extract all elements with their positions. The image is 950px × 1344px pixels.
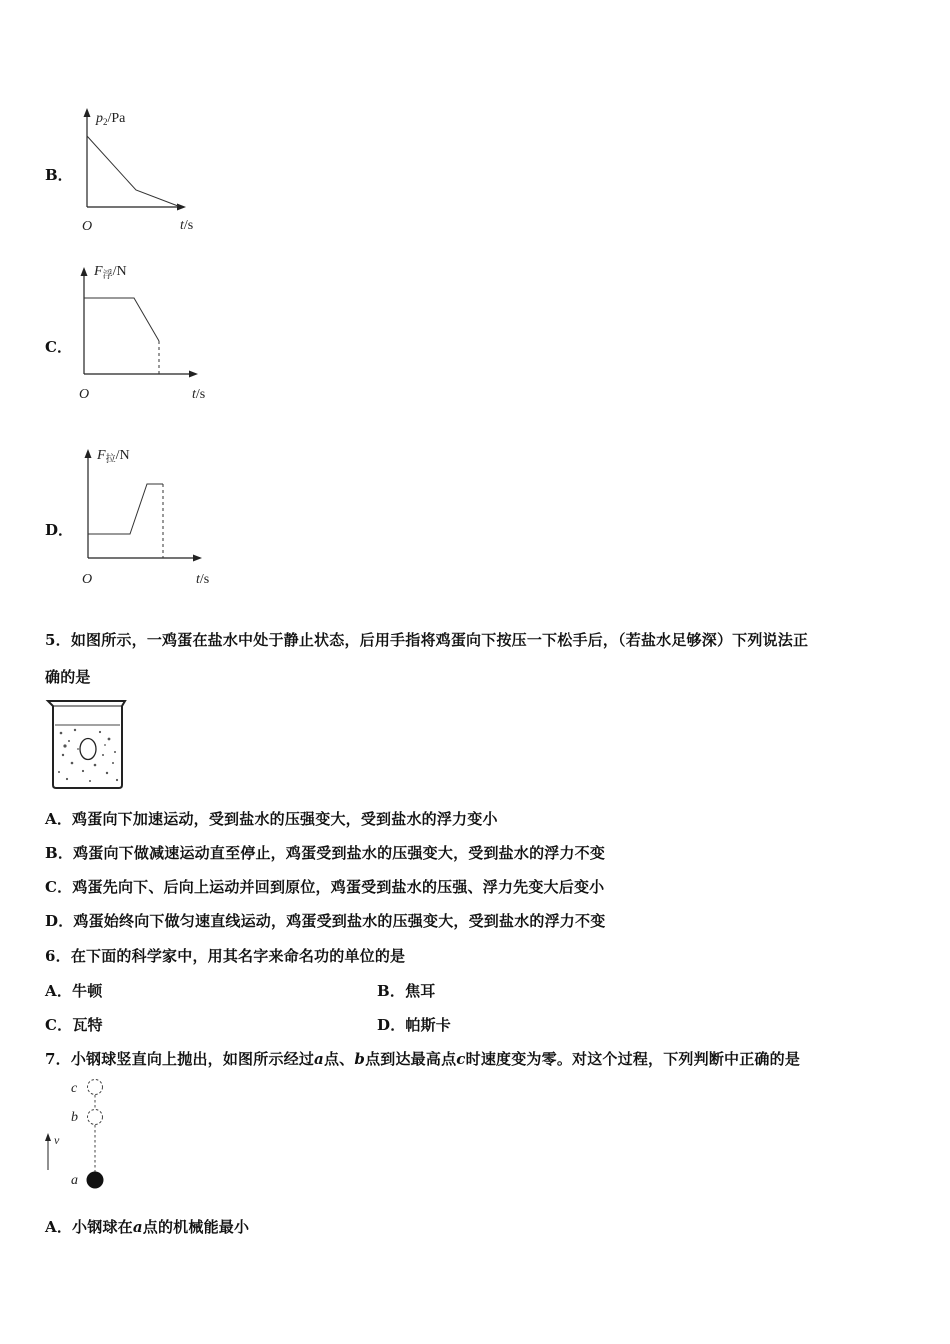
x-axis-arrow (189, 371, 198, 378)
point-a-label: a (71, 1173, 78, 1188)
curve-c (84, 298, 159, 341)
x-axis-arrow (177, 204, 186, 211)
q5-option-b: B．鸡蛋向下做减速运动直至停止，鸡蛋受到盐水的压强变大，受到盐水的浮力不变 (45, 844, 606, 862)
option-d-label: D． (45, 521, 74, 539)
q5-option-c: C．鸡蛋先向下、后向上运动并回到原位，鸡蛋受到盐水的压强、浮力先变大后变小 (45, 878, 605, 896)
q5-stem-line1: 5．如图所示，一鸡蛋在盐水中处于静止状态，后用手指将鸡蛋向下按压一下松手后，（若盐水足够深）下列说法正 (45, 631, 809, 649)
q7-option-a: A．小钢球在a点的机械能最小 (45, 1218, 250, 1236)
ball-at-b (88, 1110, 103, 1125)
y-axis-label: $F_浮/N$ (94, 264, 127, 281)
origin-label: O (82, 219, 93, 234)
curve-b (87, 136, 178, 206)
velocity-label: v (54, 1133, 60, 1147)
y-axis-label: $p_2/Pa$ (96, 111, 126, 127)
y-axis-arrow (81, 267, 88, 276)
y-axis-label: $F_拉/N$ (97, 448, 130, 465)
graph-d (70, 440, 230, 590)
option-c-label: C． (45, 338, 72, 356)
curve-d (88, 484, 163, 534)
q6-stem: 6．在下面的科学家中，用其名字来命名功的单位的是 (45, 947, 406, 965)
ball-at-c (88, 1080, 103, 1095)
x-axis-label: t/s (192, 387, 206, 402)
x-axis-arrow (193, 555, 202, 562)
q6-option-d: D．帕斯卡 (377, 1016, 452, 1034)
y-axis-arrow (84, 108, 91, 117)
x-axis-label: t/s (180, 218, 194, 233)
point-c-label: c (71, 1081, 78, 1096)
q6-option-b: B．焦耳 (377, 982, 436, 1000)
q5-stem-line2: 确的是 (45, 668, 91, 686)
point-b-label: b (71, 1110, 78, 1125)
q7-stem: 7．小钢球竖直向上抛出，如图所示经过a点、b点到达最高点c时速度变为零。对这个过程，下列判断中正确的是 (45, 1050, 801, 1068)
graph-c (70, 255, 220, 405)
q5-option-a: A．鸡蛋向下加速运动，受到盐水的压强变大，受到盐水的浮力变小 (45, 810, 498, 828)
q5-option-d: D．鸡蛋始终向下做匀速直线运动，鸡蛋受到盐水的压强变大，受到盐水的浮力不变 (45, 912, 606, 930)
origin-label: O (79, 387, 90, 402)
option-b-label: B． (45, 166, 73, 184)
beaker-egg-figure (45, 697, 130, 792)
x-axis-label: t/s (196, 572, 210, 587)
y-axis-arrow (85, 449, 92, 458)
steel-ball-figure (40, 1075, 120, 1200)
graph-b (70, 100, 210, 240)
steel-ball-at-a (87, 1172, 104, 1189)
q6-option-c: C．瓦特 (45, 1016, 103, 1034)
origin-label: O (82, 572, 93, 587)
q6-option-a: A．牛顿 (45, 982, 103, 1000)
egg (80, 739, 96, 760)
